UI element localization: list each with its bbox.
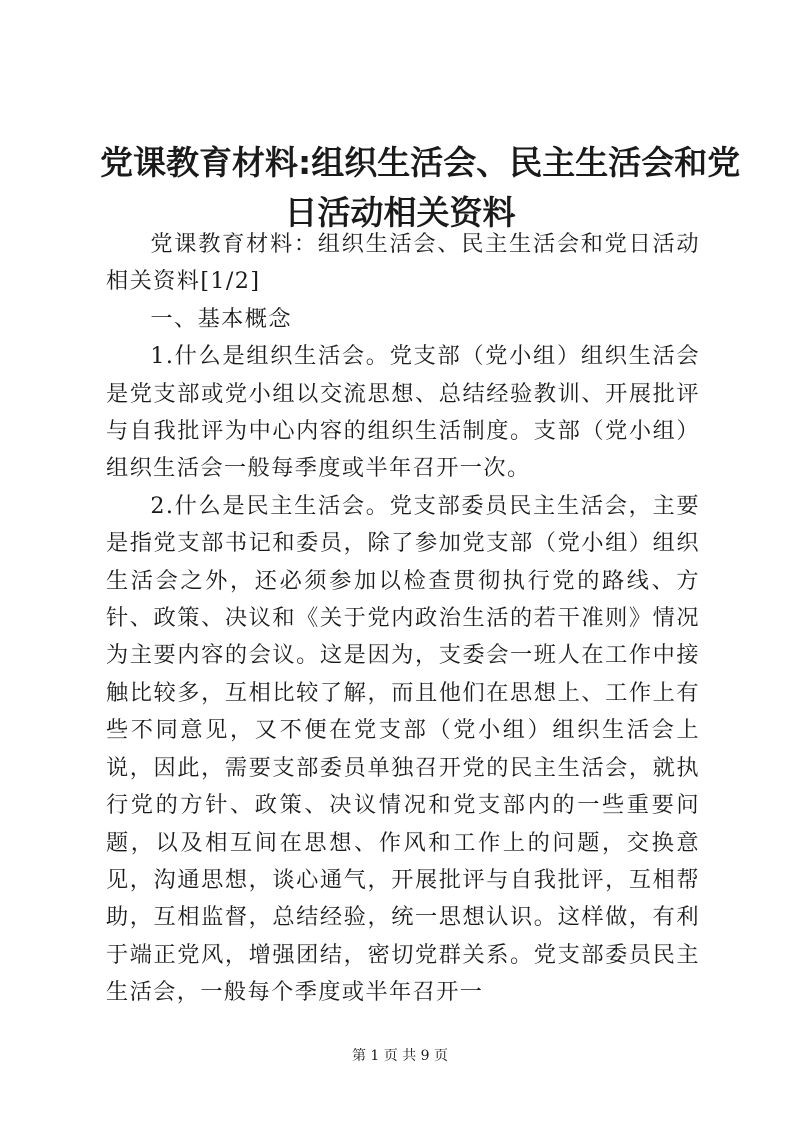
section-heading-basic-concepts: 一、基本概念	[150, 305, 292, 332]
paragraph-heading-source: 党课教育材料：组织生活会、民主生活会和党日活动相关资料[1/2]	[106, 231, 700, 295]
paragraph-organization-life-meeting: 1.什么是组织生活会。党支部（党小组）组织生活会是党支部或党小组以交流思想、总结经验教训、开展批评与自我批评为中心内容的组织生活制度。支部（党小组）组织生活会一般每季度或半年召开一次。	[106, 343, 700, 482]
title-line-1: 党课教育材料:组织生活会、民主生活会和党	[100, 143, 741, 182]
document-body	[106, 226, 700, 1012]
page-number-footer: 第 1 页 共 9 页	[351, 1048, 449, 1064]
paragraph-democratic-life-meeting: 2.什么是民主生活会。党支部委员民主生活会，主要是指党支部书记和委员，除了参加党支部（党小组）组织生活会之外，还必须参加以检查贯彻执行党的路线、方针、政策、决议和《关于党内政治生活的若干准则》情况为主要内容的会议。这是因为，支委会一班人在工作中接触比较多，互相比较了解，而且他们在思想上、工作上有些不同意见，又不便在党支部（党小组）组织生活会上说，因此，需要支部委员单独召开党的民主生活会，就执行党的方针、政策、决议情况和党支部内的一些重要问题，以及相互间在思想、作风和工作上的问题，交换意见，沟通思想，谈心通气，开展批评与自我批评，互相帮助，互相监督，总结经验，统一思想认识。这样做，有利于端正党风，增强团结，密切党群关系。党支部委员民主生活会，一般每个季度或半年召开一	[106, 492, 700, 1006]
title-line-2: 日活动相关资料	[284, 193, 516, 232]
document-title	[100, 138, 741, 238]
